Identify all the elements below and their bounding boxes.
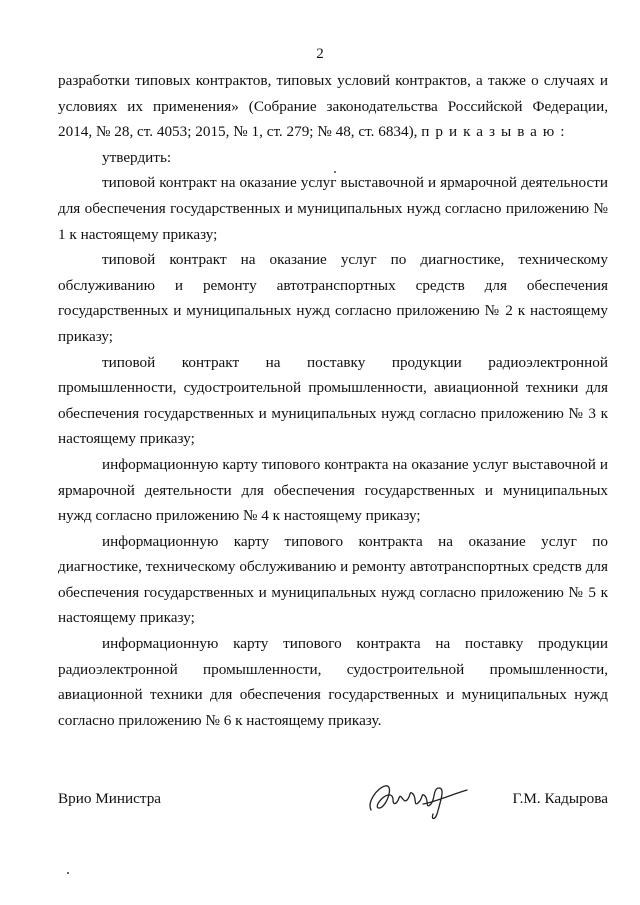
order-word: приказываю: <box>421 123 571 141</box>
paragraph-item-6: информационную карту типового контракта на поставку продукции радиоэлектронной промышленности, судостроительной промышленности, авиационной техники для обеспечения государственных и муниципальных нужд согласно приложению № 6 к настоящему приказу. <box>58 635 608 729</box>
signatory-title: Врио Министра <box>58 790 162 807</box>
paragraph-item-3: типовой контракт на поставку продукции радиоэлектронной промышленности, судостроительной промышленности, авиационной техники для обеспечения государственных и муниципальных нужд согласно приложению № 3 к настоящему приказу; <box>58 353 608 448</box>
handwritten-signature <box>363 774 473 824</box>
paragraph-approve: утвердить: <box>102 148 172 166</box>
document-body <box>58 68 608 733</box>
page-number: 2 <box>316 46 324 62</box>
signature-block <box>58 780 608 830</box>
paragraph-intro <box>58 68 608 145</box>
paragraph-intro-text: разработки типовых контрактов, типовых условий контрактов, а также о случаях и условиях их применения» (Собрание законодательства Российской Федерации, 2014, № 28, ст. 4053; 2015, № 1, ст. 279; № 48, ст. 6834), <box>58 72 608 141</box>
paragraph-item-2: типовой контракт на оказание услуг по диагностике, техническому обслуживанию и ремонту автотранспортных средств для обеспечения государственных и муниципальных нужд согласно приложению № 2 к настоящему приказу; <box>58 251 608 345</box>
paragraph-item-1: типовой контракт на оказание услуг выставочной и ярмарочной деятельности для обеспечения государственных и муниципальных нужд согласно приложению № 1 к настоящему приказу; <box>58 174 608 243</box>
paragraph-item-4: информационную карту типового контракта на оказание услуг выставочной и ярмарочной деятельности для обеспечения государственных и муниципальных нужд согласно приложению № 4 к настоящему приказу; <box>58 455 608 525</box>
signatory-name: Г.М. Кадырова <box>512 790 608 807</box>
scan-dot <box>334 171 336 173</box>
scan-speck <box>67 872 69 874</box>
paragraph-item-5: информационную карту типового контракта на оказание услуг по диагностике, техническому обслуживанию и ремонту автотранспортных средств для обеспечения государственных и муниципальных нужд согласно приложению № 5 к настоящему приказу; <box>58 532 608 627</box>
